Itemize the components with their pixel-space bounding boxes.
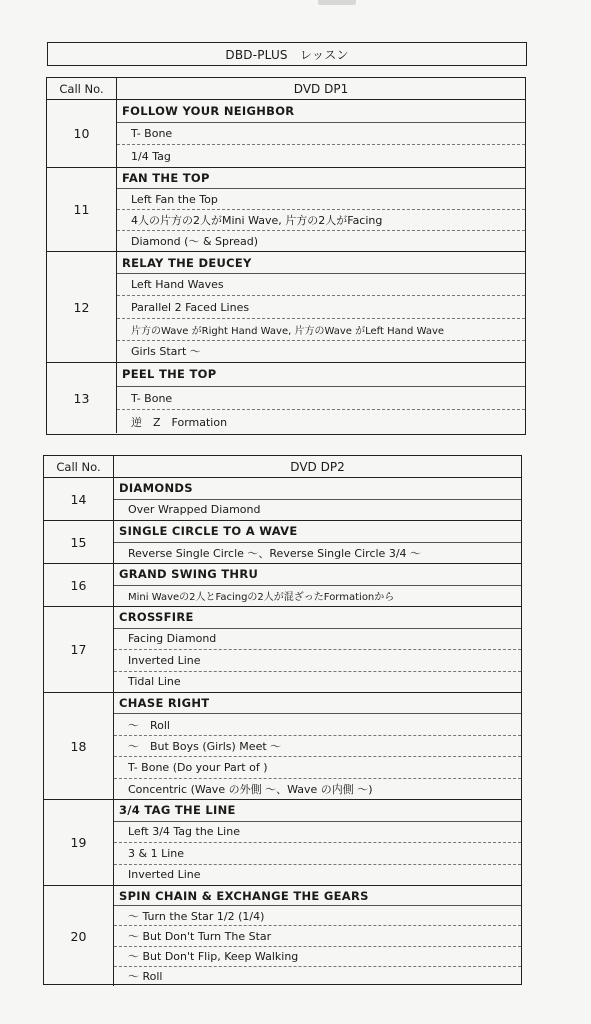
formation-item: Tidal Line	[128, 675, 181, 689]
call-group	[117, 168, 525, 252]
formation-item: ～ Turn the Star 1/2 (1/4)	[114, 906, 521, 926]
document-title: DBD-PLUS レッスン	[47, 42, 527, 66]
call-title: DIAMONDS	[114, 478, 521, 500]
call-no-header: Call No.	[44, 456, 114, 478]
call-group	[114, 521, 521, 564]
call-number: 15	[44, 521, 114, 564]
formation-item: Inverted Line	[114, 650, 521, 672]
formation-item: Parallel 2 Faced Lines	[117, 296, 525, 318]
call-title: SINGLE CIRCLE TO A WAVE	[114, 521, 521, 543]
formation-item: Left Hand Waves	[117, 274, 525, 296]
call-number: 14	[44, 478, 114, 521]
call-group	[114, 478, 521, 521]
dvd-header: DVD DP2	[114, 456, 521, 478]
formation-item: 4人の片方の2人がMini Wave, 片方の2人がFacing	[117, 210, 525, 231]
formation-item: ～ But Don't Turn The Star	[114, 926, 521, 946]
formation-item: 1/4 Tag	[131, 149, 171, 163]
formation-item: Mini Waveの2人とFacingの2人が混ざったFormationから	[128, 592, 395, 604]
formation-item: Reverse Single Circle ～、Reverse Single Circle 3/4 ～	[128, 546, 422, 560]
formation-item: 片方のWave がRight Hand Wave, 片方のWave がLeft Hand Wave	[117, 319, 525, 341]
call-number: 19	[44, 800, 114, 886]
call-number: 17	[44, 607, 114, 693]
call-number: 18	[44, 693, 114, 800]
call-number: 16	[44, 564, 114, 607]
formation-item: Inverted Line	[128, 868, 201, 882]
page-edge-mark	[318, 0, 356, 5]
formation-item: 逆 Z Formation	[131, 415, 228, 429]
call-number: 20	[44, 886, 114, 986]
dvd-header: DVD DP1	[117, 78, 525, 100]
call-title: PEEL THE TOP	[117, 363, 525, 387]
formation-item: Left 3/4 Tag the Line	[114, 822, 521, 844]
call-title: CROSSFIRE	[114, 607, 521, 629]
call-group	[117, 252, 525, 363]
call-title: FAN THE TOP	[117, 168, 525, 189]
call-number: 12	[47, 252, 117, 363]
call-group	[117, 363, 525, 433]
call-title: 3/4 TAG THE LINE	[114, 800, 521, 822]
call-title: SPIN CHAIN & EXCHANGE THE GEARS	[114, 886, 521, 906]
call-no-header: Call No.	[47, 78, 117, 100]
formation-item: Over Wrapped Diamond	[128, 503, 261, 517]
call-title: FOLLOW YOUR NEIGHBOR	[117, 100, 525, 123]
formation-item: Left Fan the Top	[117, 189, 525, 210]
formation-item: ～ Roll	[128, 970, 163, 984]
call-group	[114, 800, 521, 886]
call-number: 11	[47, 168, 117, 252]
formation-item: Facing Diamond	[114, 629, 521, 651]
call-group	[114, 693, 521, 800]
formation-item: Diamond (～ & Spread)	[131, 235, 259, 248]
lesson-table-dp2	[43, 455, 522, 985]
call-title: CHASE RIGHT	[114, 693, 521, 714]
call-title: RELAY THE DEUCEY	[117, 252, 525, 274]
formation-item: ～ But Boys (Girls) Meet ～	[114, 736, 521, 757]
formation-item: Girls Start ～	[131, 345, 201, 359]
formation-item: Concentric (Wave の外側 ～、Wave の内側 ～)	[128, 782, 373, 796]
call-number: 13	[47, 363, 117, 433]
call-group	[114, 607, 521, 693]
formation-item: 3 & 1 Line	[114, 843, 521, 865]
call-number: 10	[47, 100, 117, 168]
call-group	[114, 564, 521, 607]
call-group	[114, 886, 521, 986]
formation-item: ～ But Don't Flip, Keep Walking	[114, 947, 521, 967]
lesson-table-dp1	[46, 77, 526, 435]
call-title: GRAND SWING THRU	[114, 564, 521, 586]
formation-item: T- Bone	[117, 123, 525, 146]
formation-item: ～ Roll	[114, 714, 521, 735]
formation-item: T- Bone	[117, 387, 525, 411]
call-group	[117, 100, 525, 168]
formation-item: T- Bone (Do your Part of )	[114, 757, 521, 778]
